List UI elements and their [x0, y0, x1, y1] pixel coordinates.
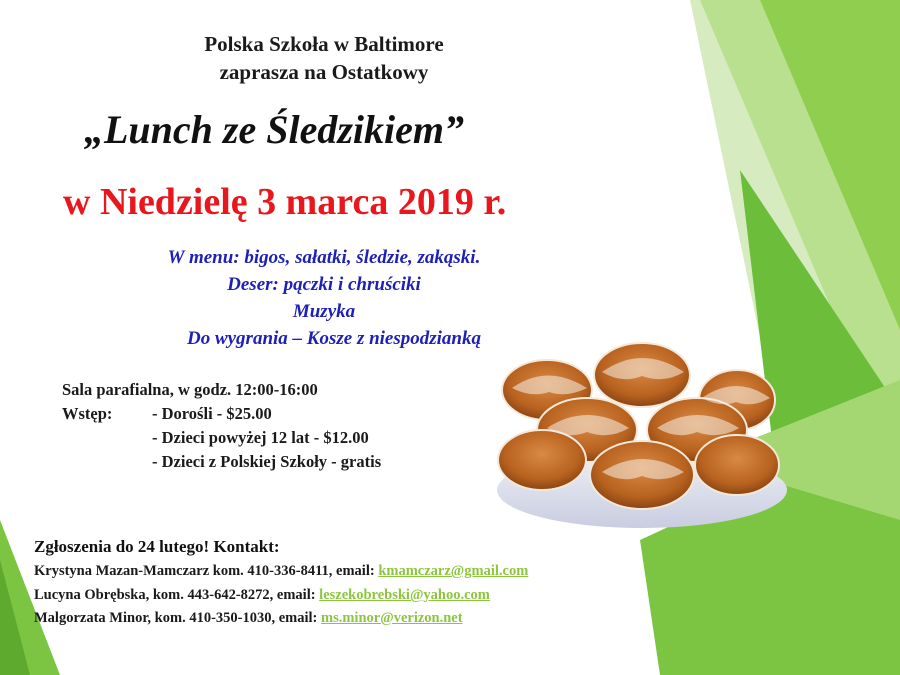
header-line-1: Polska Szkoła w Baltimore	[204, 32, 444, 56]
menu-line-3: Muzyka	[292, 301, 356, 322]
contact-person-2	[34, 587, 490, 604]
donuts-image	[492, 340, 792, 530]
admission-label: Wstęp:	[62, 404, 113, 423]
header-line-2: zaprasza na Ostatkowy	[219, 60, 429, 84]
event-date: w Niedzielę 3 marca 2019 r.	[63, 181, 507, 223]
contact-person-3	[34, 610, 463, 627]
menu-line-4: Do wygrania – Kosze z niespodzianką	[186, 328, 482, 349]
contact-person-1-text: Krystyna Mazan-Mamczarz kom. 410-336-8411, email:	[34, 563, 379, 579]
contact-person-2-email-link[interactable]: leszekobrebski@yahoo.com	[319, 587, 490, 603]
contact-person-1	[34, 563, 528, 580]
contact-person-1-email-link[interactable]: kmamczarz@gmail.com	[378, 563, 529, 579]
admission-children-over-12: - Dzieci powyżej 12 lat - $12.00	[152, 428, 369, 447]
contact-heading: Zgłoszenia do 24 lutego! Kontakt:	[34, 537, 280, 556]
contact-person-2-text: Lucyna Obrębska, kom. 443-642-8272, email:	[34, 587, 320, 603]
event-title: „Lunch ze Śledzikiem”	[84, 107, 465, 152]
menu-line-2: Deser: pączki i chruściki	[227, 274, 421, 295]
contact-person-3-email-link[interactable]: ms.minor@verizon.net	[321, 610, 463, 626]
venue-time: Sala parafialna, w godz. 12:00-16:00	[62, 380, 318, 399]
menu-line-1: W menu: bigos, sałatki, śledzie, zakąski.	[167, 247, 481, 268]
contact-person-3-text: Malgorzata Minor, kom. 410-350-1030, email:	[34, 610, 321, 626]
admission-adults: - Dorośli - $25.00	[152, 404, 272, 423]
admission-school-children: - Dzieci z Polskiej Szkoły - gratis	[152, 452, 382, 471]
